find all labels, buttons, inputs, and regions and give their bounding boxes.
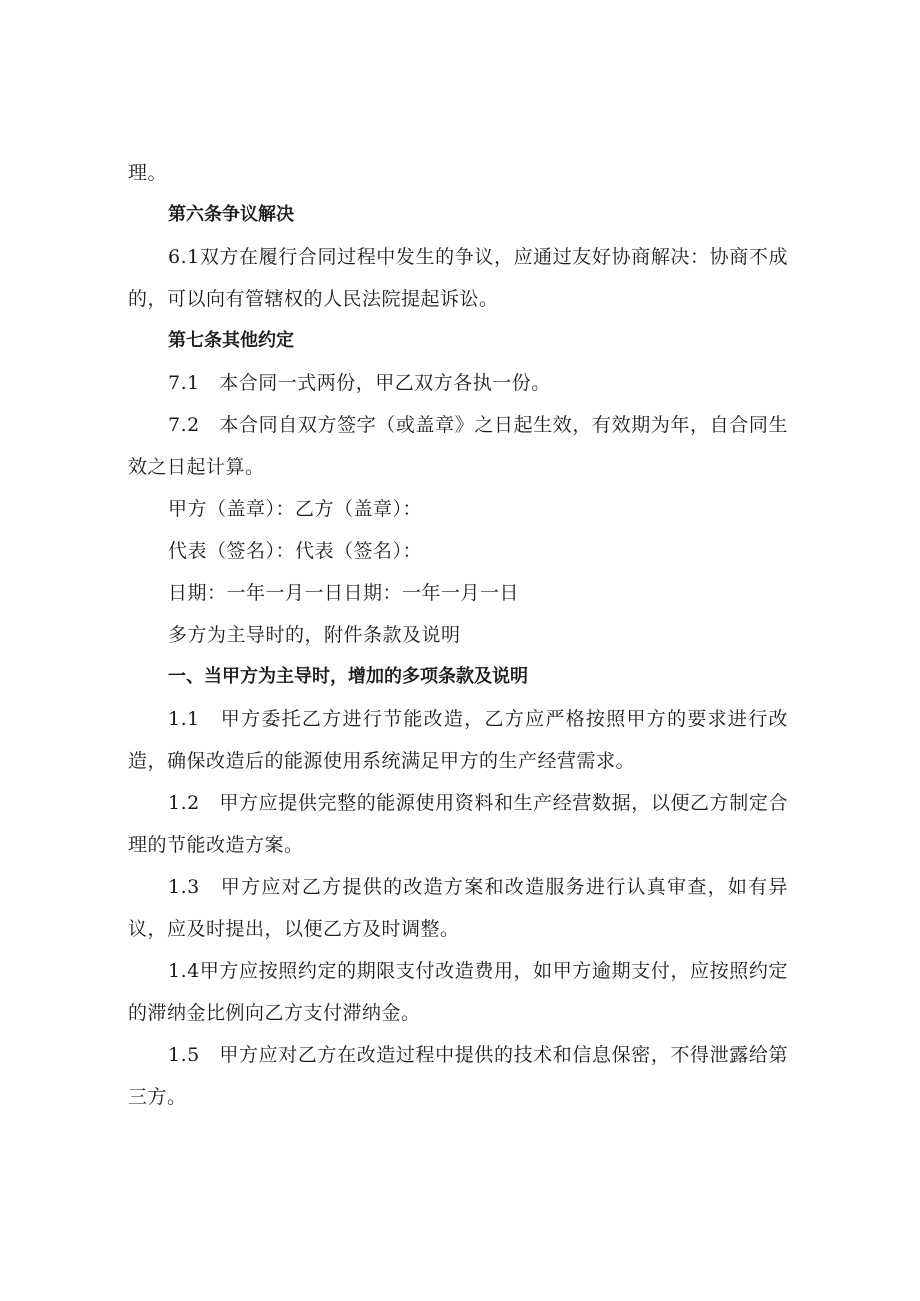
paragraph-continuation: 理。 bbox=[128, 162, 168, 184]
paragraph-1-3: 1.3 甲方应对乙方提供的改造方案和改造服务进行认真审查，如有异议，应及时提出，以便乙方及时调整。 bbox=[128, 876, 788, 940]
signature-representative-line: 代表（签名）：代表（签名）： bbox=[168, 540, 423, 562]
heading-article-six: 第六条争议解决 bbox=[168, 204, 294, 225]
paragraph-1-5: 1.5 甲方应对乙方在改造过程中提供的技术和信息保密，不得泄露给第三方。 bbox=[128, 1044, 788, 1108]
paragraph-1-1: 1.1 甲方委托乙方进行节能改造，乙方应严格按照甲方的要求进行改造，确保改造后的能源使用系统满足甲方的生产经营需求。 bbox=[128, 708, 788, 772]
paragraph-6-1: 6.1双方在履行合同过程中发生的争议，应通过友好协商解决：协商不成的，可以向有管辖权的人民法院提起诉讼。 bbox=[128, 246, 788, 310]
heading-article-seven: 第七条其他约定 bbox=[168, 330, 294, 351]
signature-seal-line: 甲方（盖章）：乙方（盖章）： bbox=[168, 498, 423, 520]
paragraph-1-2: 1.2 甲方应提供完整的能源使用资料和生产经营数据，以便乙方制定合理的节能改造方案。 bbox=[128, 792, 788, 856]
heading-party-a-lead: 一、当甲方为主导时，增加的多项条款及说明 bbox=[168, 666, 528, 687]
paragraph-1-4: 1.4甲方应按照约定的期限支付改造费用，如甲方逾期支付，应按照约定的滞纳金比例向乙方支付滞纳金。 bbox=[128, 960, 788, 1024]
document-body bbox=[128, 152, 788, 1118]
paragraph-7-1: 7.1 本合同一式两份，甲乙双方各执一份。 bbox=[168, 372, 551, 394]
appendix-title: 多方为主导时的，附件条款及说明 bbox=[168, 624, 461, 646]
signature-date-line: 日期：一年一月一日日期：一年一月一日 bbox=[168, 582, 520, 604]
paragraph-7-2: 7.2 本合同自双方签字（或盖章》之日起生效，有效期为年，自合同生效之日起计算。 bbox=[128, 414, 788, 478]
